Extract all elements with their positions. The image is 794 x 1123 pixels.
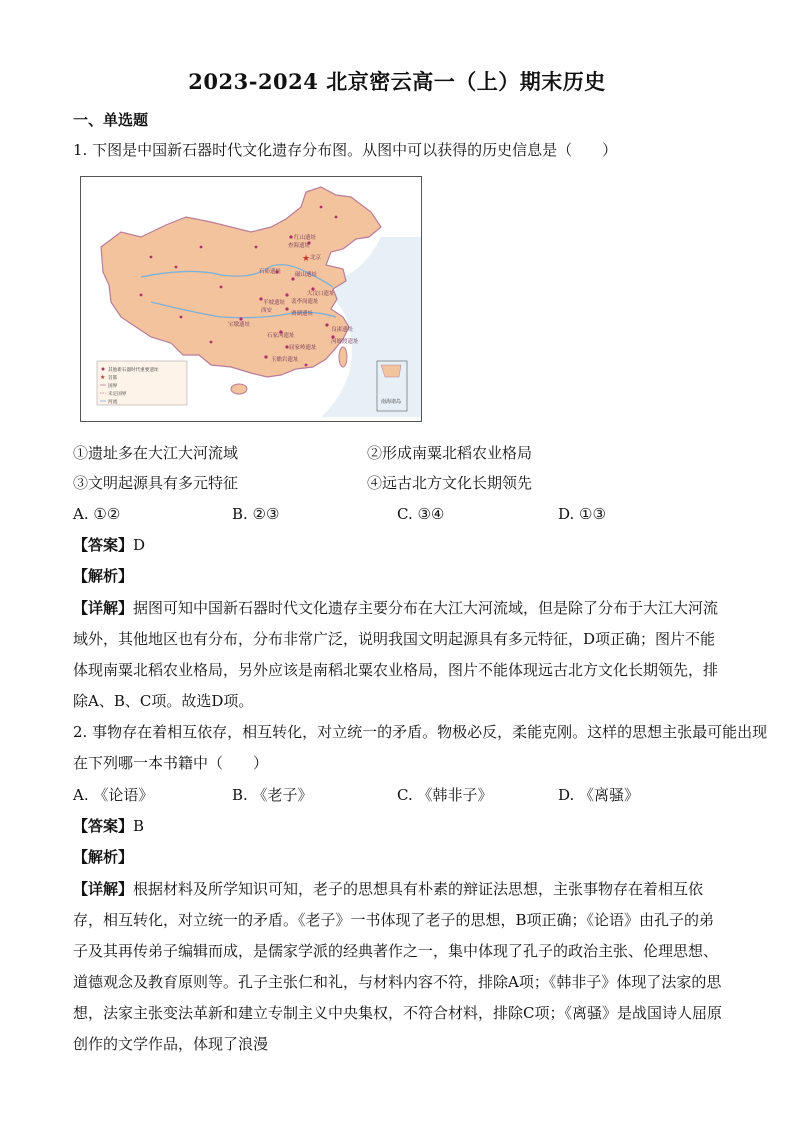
statement-2: ②形成南粟北稻农业格局	[367, 444, 533, 462]
hainan-island	[231, 384, 247, 394]
map-label-site: 宝墩遗址	[228, 322, 251, 328]
inset-label: 南海诸岛	[381, 399, 402, 405]
section-heading: 一、单选题	[73, 111, 149, 129]
map-label-site: 查海遗址	[288, 243, 311, 249]
map-label-site: 西安	[261, 308, 273, 314]
site-dot	[289, 235, 292, 238]
neolithic-sites-map	[80, 176, 422, 422]
site-dot	[264, 355, 267, 358]
answer-value: D	[133, 536, 146, 554]
answer-line-2	[73, 816, 144, 836]
map-label-site: 石家河遗址	[267, 333, 295, 339]
site-dot	[150, 256, 153, 259]
site-dot	[305, 364, 308, 367]
legend-item: 首都	[108, 376, 118, 381]
answer-line-1	[73, 535, 145, 555]
detail-tag: 【详解】	[73, 599, 134, 617]
map-label-site: 半坡遗址	[263, 300, 286, 306]
question-1-stem: 1. 下图是中国新石器时代文化遗存分布图。从图中可以获得的历史信息是（ ）	[73, 141, 618, 159]
analysis-tag: 【解析】	[73, 848, 134, 866]
site-dot	[175, 266, 178, 269]
option-c[interactable]: C. ③④	[397, 505, 445, 523]
answer-tag: 【答案】	[73, 817, 134, 835]
statement-4: ④远古北方文化长期领先	[367, 474, 533, 492]
answer-value: B	[133, 817, 145, 835]
site-dot	[210, 341, 213, 344]
map-label-site: 贾湖遗址	[291, 311, 314, 317]
map-label-site: 北京	[310, 255, 322, 261]
capital-star-icon: ★	[302, 254, 311, 264]
site-dot	[285, 293, 288, 296]
question-2-stem-line-1: 2. 事物存在着相互依存，相互转化，对立统一的矛盾。物极必反，柔能克刚。这样的思想主张最可能出现	[73, 723, 768, 741]
map-label-site: 屈家岭遗址	[289, 345, 317, 351]
map-label-site: 大汶口遗址	[307, 291, 335, 297]
map-label-site: 玉蟾岩遗址	[271, 357, 299, 363]
option-a[interactable]: A. 《论语》	[73, 786, 154, 804]
south-sea-inset	[377, 361, 407, 411]
taiwan-island	[339, 347, 347, 367]
site-dot	[335, 216, 338, 219]
map-label-site: 石峁遗址	[259, 269, 282, 275]
map-label-site: 裴李岗遗址	[291, 299, 319, 305]
statement-1: ①遗址多在大江大河流域	[73, 444, 239, 462]
option-d[interactable]: D. ①③	[558, 505, 606, 523]
site-dot	[325, 323, 328, 326]
map-label-site: 河姆渡遗址	[331, 339, 359, 345]
legend-item: 国界	[108, 384, 118, 389]
option-a[interactable]: A. ①②	[73, 505, 121, 523]
option-c[interactable]: C. 《韩非子》	[397, 786, 493, 804]
analysis-tag: 【解析】	[73, 567, 134, 585]
detail-paragraph-2	[73, 874, 723, 1060]
question-2-stem-line-2: 在下列哪一本书籍中（ ）	[73, 754, 269, 772]
site-dot	[320, 206, 323, 209]
detail-paragraph-1	[73, 593, 723, 717]
option-b[interactable]: B. 《老子》	[232, 786, 313, 804]
detail-text: 根据材料及所学知识可知，老子的思想具有朴素的辩证法思想，主张事物存在着相互依存，相互转化，对立统一的矛盾。《老子》一书体现了老子的思想，B项正确；《论语》由孔子的弟子及其再传弟子编辑而成，是儒家学派的经典著作之一，集中体现了孔子的政治主张、伦理思想、道德观念及教育原则等。孔子主张仁和礼，与材料内容不符，排除A项；《韩非子》体现了法家的思想，法家主张变法革新和建立专制主义中央集权，不符合材料，排除C项；《离骚》是战国诗人屈原创作的文学作品，体现了浪漫	[73, 880, 722, 1053]
site-dot	[239, 317, 242, 320]
legend-item: 其他新石器时代重要遗址	[108, 368, 159, 373]
option-d[interactable]: D. 《离骚》	[558, 786, 640, 804]
legend-star-icon: ★	[100, 374, 106, 381]
answer-tag: 【答案】	[73, 536, 134, 554]
site-dot	[255, 246, 258, 249]
site-dot	[180, 316, 183, 319]
site-dot	[200, 246, 203, 249]
detail-tag: 【详解】	[73, 880, 134, 898]
map-legend	[97, 361, 187, 405]
site-dot	[220, 286, 223, 289]
site-dot	[285, 307, 288, 310]
map-label-site: 良渚遗址	[331, 327, 354, 333]
option-b[interactable]: B. ②③	[232, 505, 280, 523]
site-dot	[140, 294, 143, 297]
detail-text: 据图可知中国新石器时代文化遗存主要分布在大江大河流域，但是除了分布于大江大河流域外，其他地区也有分布，分布非常广泛，说明我国文明起源具有多元特征，D项正确；图片不能体现南粟北稻农业格局，另外应该是南稻北粟农业格局，图片不能体现远古北方文化长期领先，排除A、B、C项。故选D项。	[73, 599, 719, 710]
map-svg	[81, 177, 421, 421]
document-title: 2023-2024 北京密云高一（上）期末历史	[188, 69, 606, 94]
map-label-site: 磁山遗址	[295, 272, 318, 278]
map-label-site: 红山遗址	[294, 235, 317, 241]
legend-item: 未定国界	[108, 392, 127, 397]
statement-3: ③文明起源具有多元特征	[73, 474, 239, 492]
legend-item: 河流	[108, 400, 118, 405]
legend-dot-icon	[102, 368, 105, 371]
